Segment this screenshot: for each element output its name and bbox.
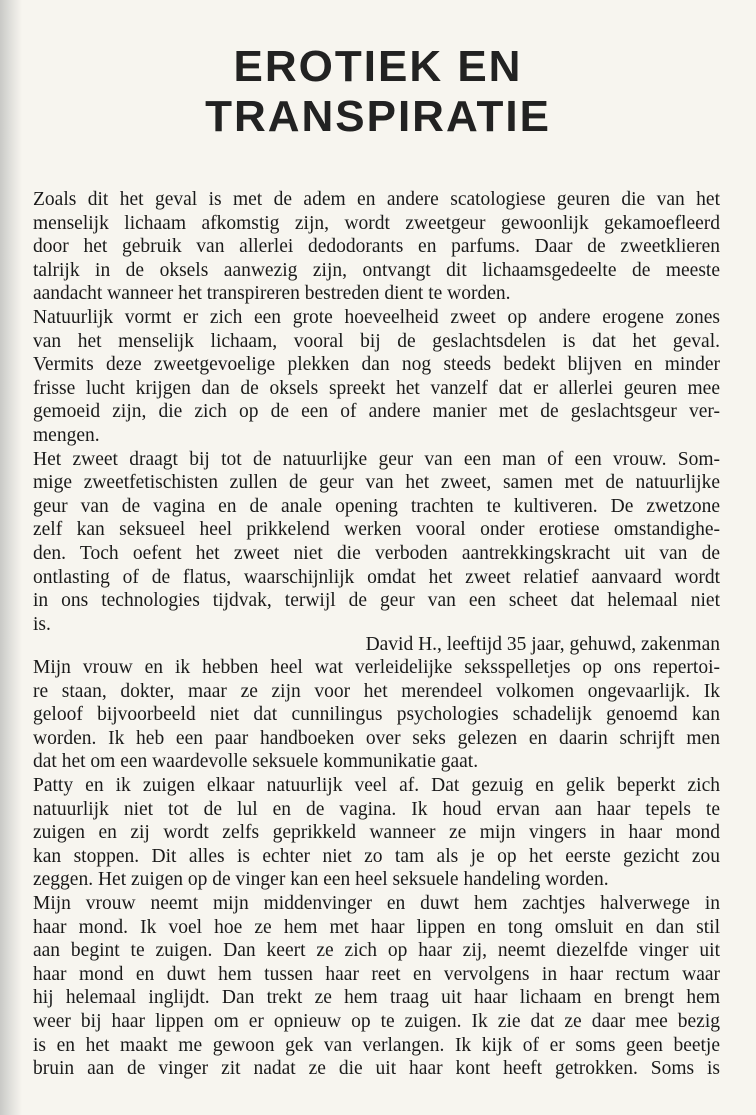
text-line: geloof bijvoorbeeld niet dat cunnilingus psychologies schadelijk genoemd kan	[33, 704, 720, 726]
testimony-attribution: David H., leeftijd 35 jaar, gehuwd, zakenman	[365, 634, 720, 655]
text-line: kan stoppen. Dit alles is echter niet zo tam als je op het eerste gezicht zou	[33, 845, 720, 867]
text-line: Mijn vrouw en ik hebben heel wat verleidelijke seksspelletjes op ons repertoi-	[33, 657, 720, 678]
chapter-title-line-1: EROTIEK EN	[233, 42, 523, 91]
chapter-title-line-2: TRANSPIRATIE	[205, 92, 551, 141]
text-line: worden. Ik heb een paar handboeken over seks gelezen en daarin schrijft men	[33, 727, 720, 749]
text-line: Het zweet draagt bij tot de natuurlijke geur van een man of een vrouw. Som-	[33, 448, 720, 470]
text-line: ontlasting of de flatus, waarschijnlijk omdat het zweet relatief aanvaard wordt	[33, 566, 720, 588]
text-line: re staan, dokter, maar ze zijn voor het merendeel volkomen ongevaarlijk. Ik	[33, 680, 720, 702]
paragraph	[33, 892, 720, 1081]
text-line: zelf kan seksueel heel prikkelend werken vooral onder erotiese omstandighe-	[33, 519, 720, 541]
text-line: weer bij haar lippen om er opnieuw op te zuigen. Ik zie dat ze daar mee bezig	[33, 1010, 720, 1032]
text-line: aandacht wanneer het transpireren bestreden dient te worden.	[33, 283, 511, 305]
chapter-title	[0, 42, 756, 142]
text-line: mengen.	[33, 424, 100, 446]
paragraph	[33, 448, 720, 637]
text-line: Natuurlijk vormt er zich een grote hoeveelheid zweet op andere erogene zones	[33, 306, 720, 328]
text-line: zuigen en zij wordt zelfs geprikkeld wanneer ze mijn vingers in haar mond	[33, 822, 720, 844]
text-line: Vermits deze zweetgevoelige plekken dan nog steeds bedekt blijven en minder	[33, 354, 720, 376]
text-line: talrijk in de oksels aanwezig zijn, ontvangt dit lichaamsgedeelte de meeste	[33, 259, 720, 281]
text-line: haar mond. Ik voel hoe ze hem met haar lippen en tong omsluit en dan stil	[33, 916, 720, 938]
text-line: door het gebruik van allerlei dedodorants en parfums. Daar de zweetklieren	[33, 236, 720, 258]
paragraph	[33, 774, 720, 892]
text-line: in ons technologies tijdvak, terwijl de geur van een scheet dat helemaal niet	[33, 590, 720, 612]
text-line: zeggen. Het zuigen op de vinger kan een heel seksuele handeling worden.	[33, 869, 609, 891]
text-line: hij helemaal inglijdt. Dan trekt ze hem traag uit haar lichaam en brengt hem	[33, 987, 720, 1009]
section-testimony	[33, 656, 720, 1081]
text-line: frisse lucht krijgen dan de oksels spreekt het vanzelf dat er allerlei geuren mee	[33, 377, 720, 399]
paragraph	[33, 306, 720, 448]
section-intro	[33, 188, 720, 636]
text-line: Mijn vrouw neemt mijn middenvinger en duwt hem zachtjes halverwege in	[33, 892, 720, 914]
paragraph	[33, 188, 720, 306]
text-line: den. Toch oefent het zweet niet die verboden aantrekkingskracht uit van de	[33, 542, 720, 564]
text-line: menselijk lichaam afkomstig zijn, wordt zweetgeur gewoonlijk gekamoefleerd	[33, 212, 720, 234]
text-line: van het menselijk lichaam, vooral bij de geslachtsdelen is dat het geval.	[33, 330, 720, 352]
text-line: Patty en ik zuigen elkaar natuurlijk veel af. Dat gezuig en gelik beperkt zich	[33, 774, 720, 796]
paragraph	[33, 656, 720, 774]
text-line: natuurlijk niet tot de lul en de vagina. Ik houd ervan aan haar tepels te	[33, 798, 720, 820]
text-line: geur van de vagina en de anale opening trachten te kultiveren. De zwetzone	[33, 495, 720, 517]
text-line: bruin aan de vinger zit nadat ze die uit haar kont heeft getrokken. Soms is	[33, 1058, 720, 1080]
text-line: gemoeid zijn, die zich op de een of andere manier met de geslachtsgeur ver-	[33, 401, 720, 423]
text-line: is.	[33, 613, 51, 635]
text-line: haar mond en duwt hem tussen haar reet en vervolgens in haar rectum waar	[33, 963, 720, 985]
text-line: dat het om een waardevolle seksuele kommunikatie gaat.	[33, 751, 479, 773]
text-line: aan begint te zuigen. Dan keert ze zich op haar zij, neemt diezelfde vinger uit	[33, 940, 720, 962]
text-line: is en het maakt me gewoon gek van verlangen. Ik kijk of er soms geen beetje	[33, 1034, 720, 1056]
book-binding-shadow	[0, 0, 22, 1115]
text-line: Zoals dit het geval is met de adem en andere scatologiese geuren die van het	[33, 189, 720, 210]
text-line: mige zweetfetischisten zullen de geur van het zweet, samen met de natuurlijke	[33, 472, 720, 494]
